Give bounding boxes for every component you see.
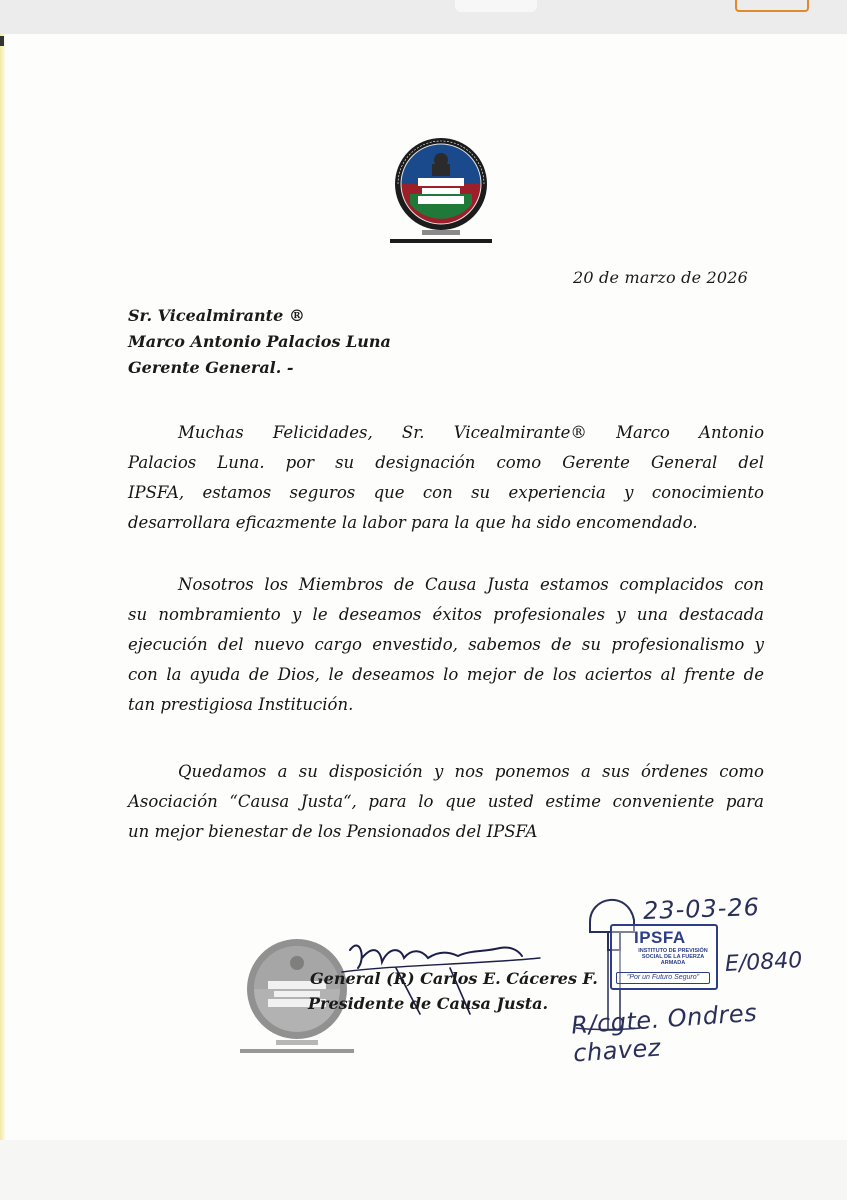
action-tab[interactable] <box>735 0 809 12</box>
recipient-name: Marco Antonio Palacios Luna <box>128 332 391 351</box>
text-line: su nombramiento y le deseamos éxitos profesionales y una destacada <box>128 605 764 624</box>
text-line: ejecución del nuevo cargo envestido, sabemos de su profesionalismo y <box>128 635 764 654</box>
recipient-position: Gerente General. - <box>128 358 294 377</box>
signatory-title: Presidente de Causa Justa. <box>308 994 549 1013</box>
page-bottom-margin <box>0 1140 847 1200</box>
viewer-top-bar <box>0 0 847 34</box>
text-line: IPSFA, estamos seguros que con su experiencia y conocimiento <box>128 483 764 502</box>
letter-date: 20 de marzo de 2026 <box>573 268 749 287</box>
signatory-name: General (R) Carlos E. Cáceres F. <box>310 969 598 988</box>
text-line: un mejor bienestar de los Pensionados del IPSFA <box>128 822 538 841</box>
status-pill <box>455 0 537 12</box>
text-line: Palacios Luna. por su designación como Gerente General del <box>128 453 764 472</box>
handwritten-received-by: R/cgte. Ondres chavez <box>570 998 758 1068</box>
stamp-slogan: "Por un Futuro Seguro" <box>616 972 710 984</box>
causa-justa-logo <box>388 136 494 246</box>
text-line: Asociación “Causa Justa“, para lo que usted estime conveniente para <box>128 792 764 811</box>
stamp-subtitle: INSTITUTO DE PREVISIÓN SOCIAL DE LA FUERZA ARMADA <box>638 948 708 966</box>
handwritten-received-date: 23-03-26 <box>642 892 761 926</box>
paragraph-closing <box>128 757 764 847</box>
edge-mark <box>0 36 4 46</box>
ipsfa-reception-stamp <box>610 924 718 990</box>
text-line: tan prestigiosa Institución. <box>128 695 354 714</box>
page-edge-shadow <box>0 34 6 1200</box>
text-line: Quedamos a su disposición y nos ponemos a sus órdenes como <box>178 762 764 781</box>
text-line: con la ayuda de Dios, le deseamos lo mejor de los aciertos al frente de <box>128 665 764 684</box>
text-line: Nosotros los Miembros de Causa Justa estamos complacidos con <box>178 575 764 594</box>
paragraph-members <box>128 570 764 720</box>
text-line: Muchas Felicidades, Sr. Vicealmirante® Marco Antonio <box>178 423 764 442</box>
paragraph-congratulations <box>128 418 764 538</box>
recipient-rank: Sr. Vicealmirante ® <box>128 306 305 325</box>
stamp-title: IPSFA <box>634 928 686 947</box>
text-line: desarrollara eficazmente la labor para la que ha sido encomendado. <box>128 513 698 532</box>
handwritten-registry-number: E/0840 <box>724 947 803 978</box>
